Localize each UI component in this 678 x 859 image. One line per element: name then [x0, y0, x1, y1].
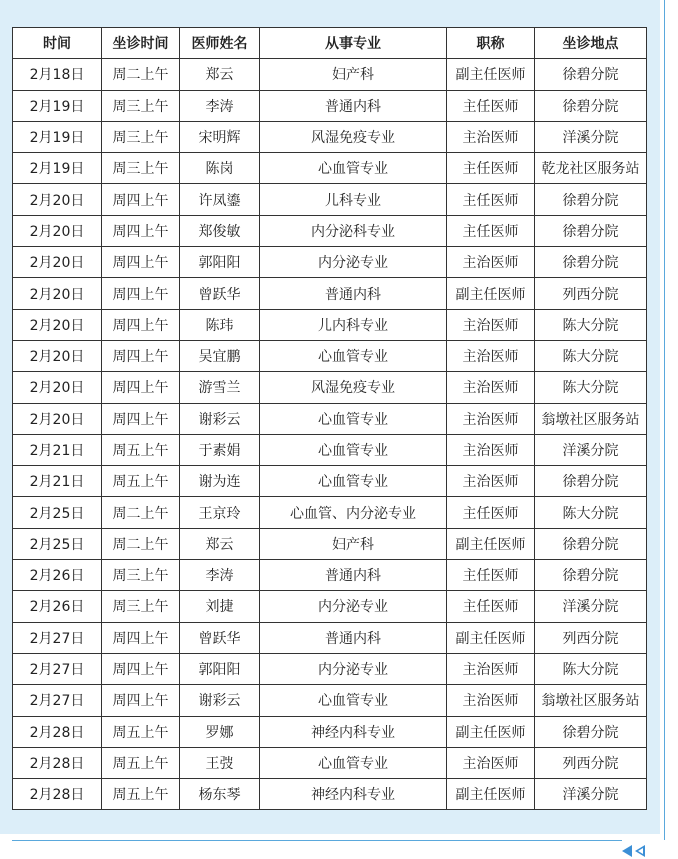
cell-session: 周五上午 — [102, 434, 180, 465]
cell-session: 周四上午 — [102, 215, 180, 246]
cell-specialty: 妇产科 — [260, 528, 447, 559]
cell-title: 主治医师 — [447, 121, 535, 152]
cell-doctor: 谢为连 — [180, 466, 260, 497]
cell-specialty: 风湿免疫专业 — [260, 372, 447, 403]
table-row — [13, 591, 647, 622]
cell-doctor: 宋明辉 — [180, 121, 260, 152]
table-row — [13, 747, 647, 778]
cell-location: 陈大分院 — [535, 497, 647, 528]
cell-title: 主治医师 — [447, 685, 535, 716]
table-header-row — [13, 28, 647, 59]
cell-session: 周四上午 — [102, 403, 180, 434]
cell-specialty: 普通内科 — [260, 622, 447, 653]
cell-date: 2月21日 — [13, 434, 102, 465]
cell-session: 周四上午 — [102, 372, 180, 403]
cell-doctor: 李涛 — [180, 90, 260, 121]
table-row — [13, 560, 647, 591]
cell-location: 陈大分院 — [535, 340, 647, 371]
cell-location: 徐碧分院 — [535, 247, 647, 278]
cell-specialty: 心血管专业 — [260, 153, 447, 184]
table-row — [13, 497, 647, 528]
cell-title: 副主任医师 — [447, 779, 535, 810]
cell-doctor: 罗娜 — [180, 716, 260, 747]
cell-date: 2月20日 — [13, 372, 102, 403]
cell-session: 周二上午 — [102, 528, 180, 559]
cell-session: 周三上午 — [102, 90, 180, 121]
table-body — [13, 59, 647, 810]
cell-location: 洋溪分院 — [535, 591, 647, 622]
cell-date: 2月19日 — [13, 153, 102, 184]
cell-specialty: 普通内科 — [260, 560, 447, 591]
cell-session: 周四上午 — [102, 278, 180, 309]
cell-session: 周五上午 — [102, 466, 180, 497]
table-row — [13, 466, 647, 497]
column-header-doctor: 医师姓名 — [180, 28, 260, 59]
column-header-date: 时间 — [13, 28, 102, 59]
cell-session: 周四上午 — [102, 340, 180, 371]
cell-location: 陈大分院 — [535, 653, 647, 684]
cell-date: 2月28日 — [13, 747, 102, 778]
cell-location: 徐碧分院 — [535, 528, 647, 559]
cell-location: 陈大分院 — [535, 309, 647, 340]
cell-doctor: 刘捷 — [180, 591, 260, 622]
cell-specialty: 神经内科专业 — [260, 779, 447, 810]
cell-title: 主任医师 — [447, 497, 535, 528]
cell-date: 2月28日 — [13, 716, 102, 747]
table-row — [13, 215, 647, 246]
cell-specialty: 儿内科专业 — [260, 309, 447, 340]
cell-session: 周四上午 — [102, 247, 180, 278]
cell-session: 周五上午 — [102, 747, 180, 778]
frame-line — [664, 0, 665, 840]
cell-specialty: 普通内科 — [260, 90, 447, 121]
cell-doctor: 谢彩云 — [180, 685, 260, 716]
cell-title: 主治医师 — [447, 747, 535, 778]
cell-date: 2月21日 — [13, 466, 102, 497]
cell-specialty: 内分泌专业 — [260, 653, 447, 684]
cell-date: 2月26日 — [13, 591, 102, 622]
cell-session: 周二上午 — [102, 497, 180, 528]
cell-session: 周四上午 — [102, 653, 180, 684]
cell-doctor: 郑云 — [180, 528, 260, 559]
cell-location: 徐碧分院 — [535, 560, 647, 591]
cell-date: 2月20日 — [13, 340, 102, 371]
cell-specialty: 妇产科 — [260, 59, 447, 90]
cell-session: 周四上午 — [102, 622, 180, 653]
table-row — [13, 528, 647, 559]
cell-title: 副主任医师 — [447, 278, 535, 309]
cell-title: 主治医师 — [447, 247, 535, 278]
cell-specialty: 风湿免疫专业 — [260, 121, 447, 152]
cell-date: 2月20日 — [13, 247, 102, 278]
cell-date: 2月27日 — [13, 685, 102, 716]
cell-title: 主治医师 — [447, 434, 535, 465]
prev-page-arrow-outline-icon[interactable] — [635, 845, 645, 857]
cell-title: 副主任医师 — [447, 622, 535, 653]
cell-location: 陈大分院 — [535, 372, 647, 403]
cell-title: 主治医师 — [447, 466, 535, 497]
cell-date: 2月28日 — [13, 779, 102, 810]
cell-title: 主治医师 — [447, 309, 535, 340]
cell-date: 2月20日 — [13, 403, 102, 434]
frame-line — [12, 840, 622, 841]
cell-date: 2月27日 — [13, 622, 102, 653]
column-header-title: 职称 — [447, 28, 535, 59]
cell-title: 主治医师 — [447, 340, 535, 371]
cell-session: 周三上午 — [102, 591, 180, 622]
cell-specialty: 心血管专业 — [260, 466, 447, 497]
table-row — [13, 309, 647, 340]
cell-title: 副主任医师 — [447, 528, 535, 559]
cell-session: 周三上午 — [102, 560, 180, 591]
table-row — [13, 716, 647, 747]
cell-specialty: 心血管、内分泌专业 — [260, 497, 447, 528]
cell-doctor: 曾跃华 — [180, 278, 260, 309]
prev-page-arrow-icon[interactable] — [622, 845, 632, 857]
cell-title: 副主任医师 — [447, 716, 535, 747]
column-header-location: 坐诊地点 — [535, 28, 647, 59]
cell-location: 徐碧分院 — [535, 59, 647, 90]
cell-date: 2月20日 — [13, 215, 102, 246]
cell-session: 周五上午 — [102, 779, 180, 810]
cell-title: 主任医师 — [447, 215, 535, 246]
cell-doctor: 谢彩云 — [180, 403, 260, 434]
cell-doctor: 曾跃华 — [180, 622, 260, 653]
page-navigation[interactable] — [622, 843, 645, 859]
cell-specialty: 心血管专业 — [260, 340, 447, 371]
cell-title: 主任医师 — [447, 560, 535, 591]
cell-location: 翁墩社区服务站 — [535, 685, 647, 716]
table-row — [13, 779, 647, 810]
table-row — [13, 685, 647, 716]
cell-location: 列西分院 — [535, 622, 647, 653]
cell-doctor: 许凤鎏 — [180, 184, 260, 215]
cell-title: 主治医师 — [447, 653, 535, 684]
cell-doctor: 郭阳阳 — [180, 653, 260, 684]
table-row — [13, 247, 647, 278]
cell-date: 2月20日 — [13, 184, 102, 215]
cell-doctor: 王弢 — [180, 747, 260, 778]
cell-date: 2月20日 — [13, 309, 102, 340]
cell-location: 徐碧分院 — [535, 716, 647, 747]
cell-session: 周二上午 — [102, 59, 180, 90]
cell-location: 徐碧分院 — [535, 184, 647, 215]
cell-doctor: 于素娟 — [180, 434, 260, 465]
table-row — [13, 622, 647, 653]
table-row — [13, 434, 647, 465]
cell-doctor: 陈玮 — [180, 309, 260, 340]
cell-specialty: 心血管专业 — [260, 685, 447, 716]
cell-location: 洋溪分院 — [535, 779, 647, 810]
cell-doctor: 李涛 — [180, 560, 260, 591]
cell-doctor: 杨东琴 — [180, 779, 260, 810]
cell-title: 主任医师 — [447, 184, 535, 215]
cell-specialty: 神经内科专业 — [260, 716, 447, 747]
cell-date: 2月27日 — [13, 653, 102, 684]
cell-session: 周五上午 — [102, 716, 180, 747]
cell-title: 主治医师 — [447, 372, 535, 403]
cell-session: 周四上午 — [102, 685, 180, 716]
table-row — [13, 184, 647, 215]
cell-location: 徐碧分院 — [535, 90, 647, 121]
cell-location: 徐碧分院 — [535, 466, 647, 497]
column-header-specialty: 从事专业 — [260, 28, 447, 59]
cell-doctor: 吴宜鹏 — [180, 340, 260, 371]
cell-specialty: 内分泌科专业 — [260, 215, 447, 246]
cell-title: 主任医师 — [447, 90, 535, 121]
cell-doctor: 游雪兰 — [180, 372, 260, 403]
table-row — [13, 90, 647, 121]
cell-location: 列西分院 — [535, 747, 647, 778]
table-row — [13, 121, 647, 152]
cell-date: 2月25日 — [13, 528, 102, 559]
cell-location: 翁墩社区服务站 — [535, 403, 647, 434]
table-row — [13, 278, 647, 309]
cell-title: 主任医师 — [447, 153, 535, 184]
cell-title: 主任医师 — [447, 591, 535, 622]
cell-doctor: 郑俊敏 — [180, 215, 260, 246]
cell-session: 周四上午 — [102, 184, 180, 215]
cell-date: 2月19日 — [13, 90, 102, 121]
cell-session: 周三上午 — [102, 121, 180, 152]
cell-specialty: 儿科专业 — [260, 184, 447, 215]
cell-date: 2月19日 — [13, 121, 102, 152]
cell-session: 周三上午 — [102, 153, 180, 184]
clinic-schedule-table — [12, 27, 647, 810]
column-header-session: 坐诊时间 — [102, 28, 180, 59]
cell-title: 主治医师 — [447, 403, 535, 434]
cell-specialty: 心血管专业 — [260, 434, 447, 465]
cell-location: 徐碧分院 — [535, 215, 647, 246]
cell-date: 2月26日 — [13, 560, 102, 591]
cell-date: 2月18日 — [13, 59, 102, 90]
cell-location: 乾龙社区服务站 — [535, 153, 647, 184]
table-row — [13, 653, 647, 684]
cell-specialty: 心血管专业 — [260, 747, 447, 778]
cell-date: 2月25日 — [13, 497, 102, 528]
cell-location: 列西分院 — [535, 278, 647, 309]
table-row — [13, 340, 647, 371]
cell-location: 洋溪分院 — [535, 434, 647, 465]
cell-doctor: 郭阳阳 — [180, 247, 260, 278]
cell-doctor: 王京玲 — [180, 497, 260, 528]
table-row — [13, 372, 647, 403]
cell-specialty: 内分泌专业 — [260, 247, 447, 278]
cell-date: 2月20日 — [13, 278, 102, 309]
cell-doctor: 陈岗 — [180, 153, 260, 184]
cell-specialty: 内分泌专业 — [260, 591, 447, 622]
cell-doctor: 郑云 — [180, 59, 260, 90]
table-row — [13, 403, 647, 434]
table-row — [13, 59, 647, 90]
cell-title: 副主任医师 — [447, 59, 535, 90]
cell-location: 洋溪分院 — [535, 121, 647, 152]
cell-specialty: 心血管专业 — [260, 403, 447, 434]
cell-session: 周四上午 — [102, 309, 180, 340]
table-row — [13, 153, 647, 184]
cell-specialty: 普通内科 — [260, 278, 447, 309]
